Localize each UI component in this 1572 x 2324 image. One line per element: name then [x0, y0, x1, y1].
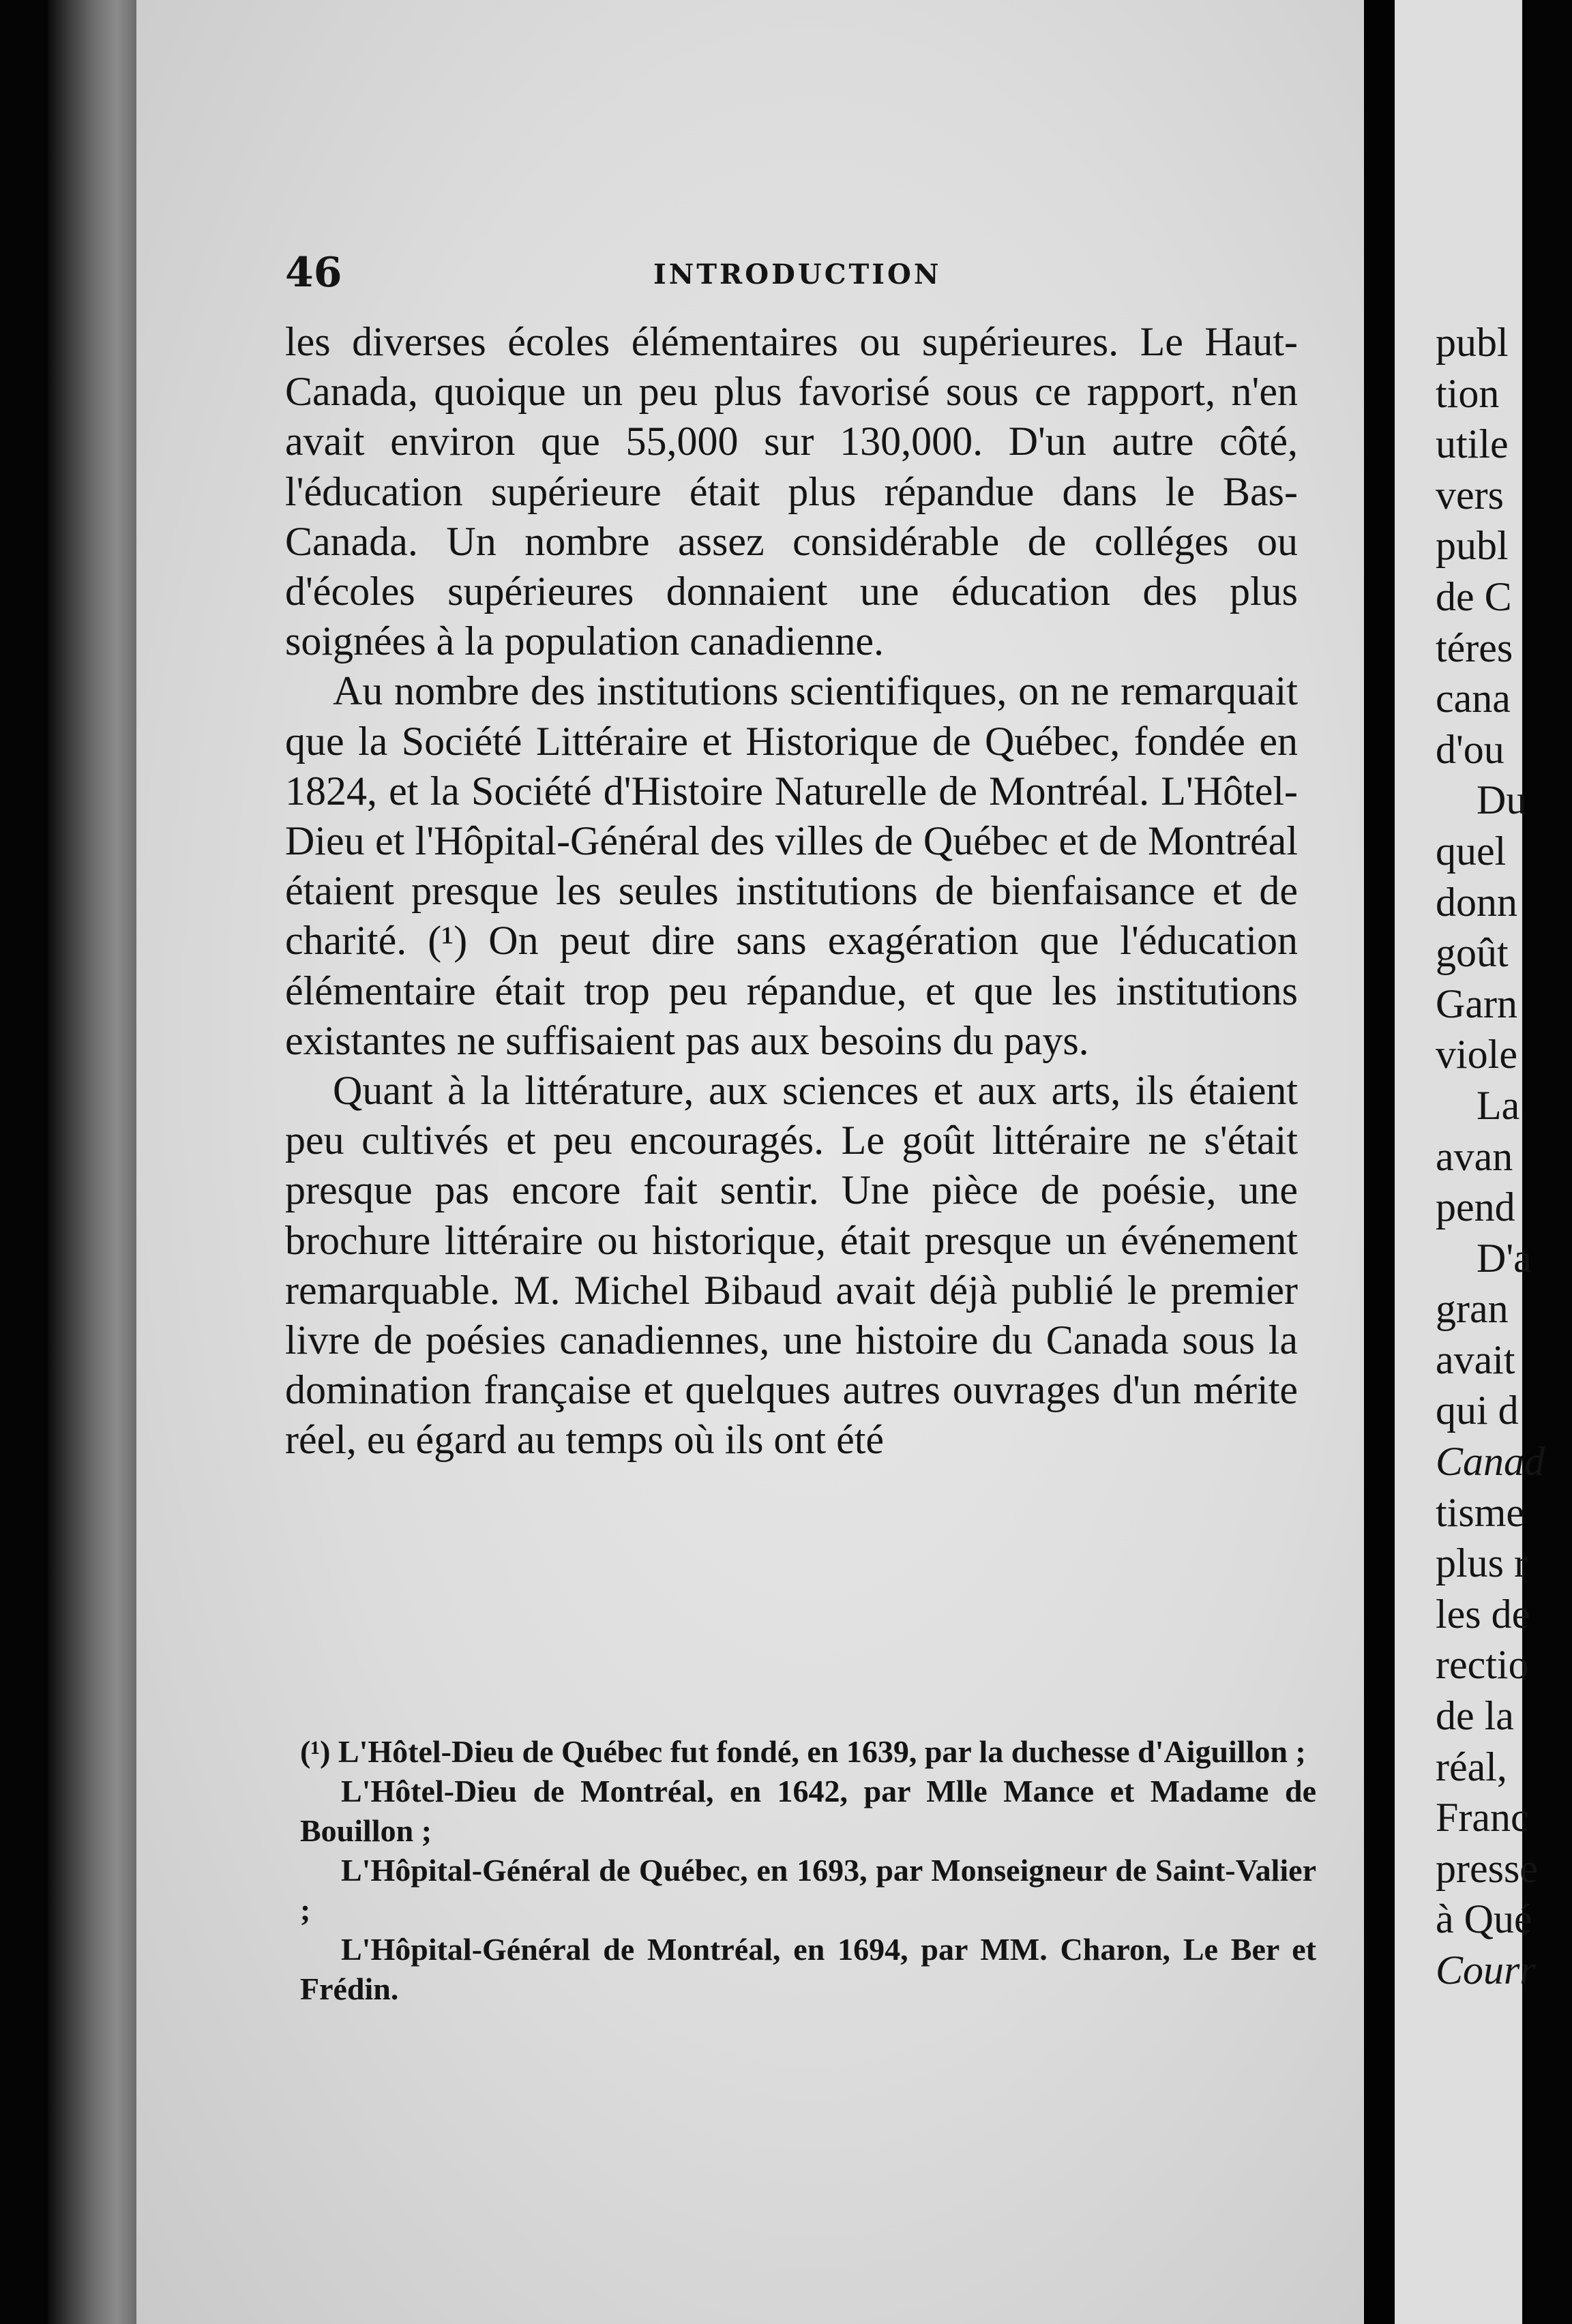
paragraph: Au nombre des institutions scientifiques, on ne remarquait que la Société Littéraire et Historique de Québec, fondée en 1824, et la Société d'Histoire Naturelle de Montréal. L'Hôtel-Dieu et l'Hôpital-Général des villes de Québec et de Montréal étaient presque les seules institutions de bienfaisance et de charité. (¹) On peut dire sans exagération que l'éducation élémentaire était trop peu répandue, et que les institutions existantes ne suffisaient pas aux besoins du pays.: [285, 668, 1298, 1063]
paragraph: Quant à la littérature, aux sciences et aux arts, ils étaient peu cultivés et peu encouragés. Le goût littéraire ne s'était presque pas encore fait sentir. Une pièce de poésie, une brochure littéraire ou historique, était presque un événement remarquable. M. Michel Bibaud avait déjà publié le premier livre de poésies canadiennes, une histoire du Canada sous la domination française et quelques autres ouvrages d'un mérite réel, eu égard au temps où ils ont été: [285, 1068, 1298, 1463]
fragment-line: d'ou: [1436, 726, 1504, 772]
fragment-line: téres: [1436, 625, 1513, 670]
fragment-line: publ: [1436, 523, 1509, 569]
fragment-line: Canad: [1436, 1439, 1545, 1485]
running-title: INTRODUCTION: [653, 258, 942, 290]
footnote: L'Hôtel-Dieu de Montréal, en 1642, par Mlle Mance et Madame de Bouillon ;: [300, 1774, 1316, 1848]
fragment-line: vers: [1436, 472, 1504, 518]
fragment-line: réal,: [1436, 1744, 1507, 1789]
footnote: (¹) L'Hôtel-Dieu de Québec fut fondé, en 1639, par la duchesse d'Aiguillon ;: [300, 1734, 1306, 1769]
footnotes: [300, 1732, 1316, 2009]
fragment-line: viole: [1436, 1032, 1517, 1077]
fragment-line: Garn: [1436, 981, 1517, 1026]
fragment-line: D'a: [1477, 1235, 1532, 1281]
fragment-line: tisme: [1436, 1489, 1524, 1535]
footnote: L'Hôpital-Général de Québec, en 1693, par Monseigneur de Saint-Valier ;: [300, 1853, 1316, 1927]
running-head: [285, 249, 1308, 297]
fragment-line: Du: [1477, 777, 1527, 823]
fragment-line: La: [1477, 1082, 1520, 1128]
next-page: [1395, 0, 1545, 2324]
fragment-line: gran: [1436, 1286, 1509, 1332]
page-number: 46: [285, 249, 342, 297]
fragment-line: utile: [1436, 421, 1509, 467]
paragraph: les diverses écoles élémentaires ou supérieures. Le Haut-Canada, quoique un peu plus favorisé sous ce rapport, n'en avait environ que 55,000 sur 130,000. D'un autre côté, l'éducation supérieure était plus répandue dans le Bas-Canada. Un nombre assez considérable de colléges ou d'écoles supérieures donnaient une éducation des plus soignées à la population canadienne.: [285, 319, 1298, 664]
fragment-line: plus r: [1436, 1540, 1528, 1586]
fragment-line: Franc: [1436, 1795, 1529, 1841]
fragment-line: cana: [1436, 676, 1511, 721]
fragment-line: avan: [1436, 1133, 1513, 1179]
fragment-line: les de: [1436, 1591, 1530, 1637]
fragment-line: à Qué: [1436, 1896, 1532, 1942]
fragment-line: qui d: [1436, 1388, 1519, 1433]
fragment-line: quel: [1436, 828, 1507, 874]
fragment-line: Courr: [1436, 1948, 1536, 1993]
fragment-line: pend: [1436, 1185, 1515, 1230]
book-gutter: [1364, 0, 1395, 2324]
fragment-line: goût: [1436, 930, 1509, 976]
fragment-line: de la: [1436, 1693, 1514, 1739]
fragment-line: tion: [1436, 370, 1500, 416]
fragment-line: presse: [1436, 1845, 1538, 1891]
fragment-line: avait: [1436, 1337, 1515, 1382]
fragment-line: donn: [1436, 879, 1517, 925]
next-page-fragments: [1436, 317, 1572, 1996]
fragment-line: de C: [1436, 573, 1512, 619]
footnote: L'Hôpital-Général de Montréal, en 1694, par MM. Charon, Le Ber et Frédin.: [300, 1932, 1316, 2006]
body-text: [285, 317, 1298, 1465]
fragment-line: rectio: [1436, 1642, 1529, 1688]
fragment-line: publ: [1436, 320, 1509, 365]
